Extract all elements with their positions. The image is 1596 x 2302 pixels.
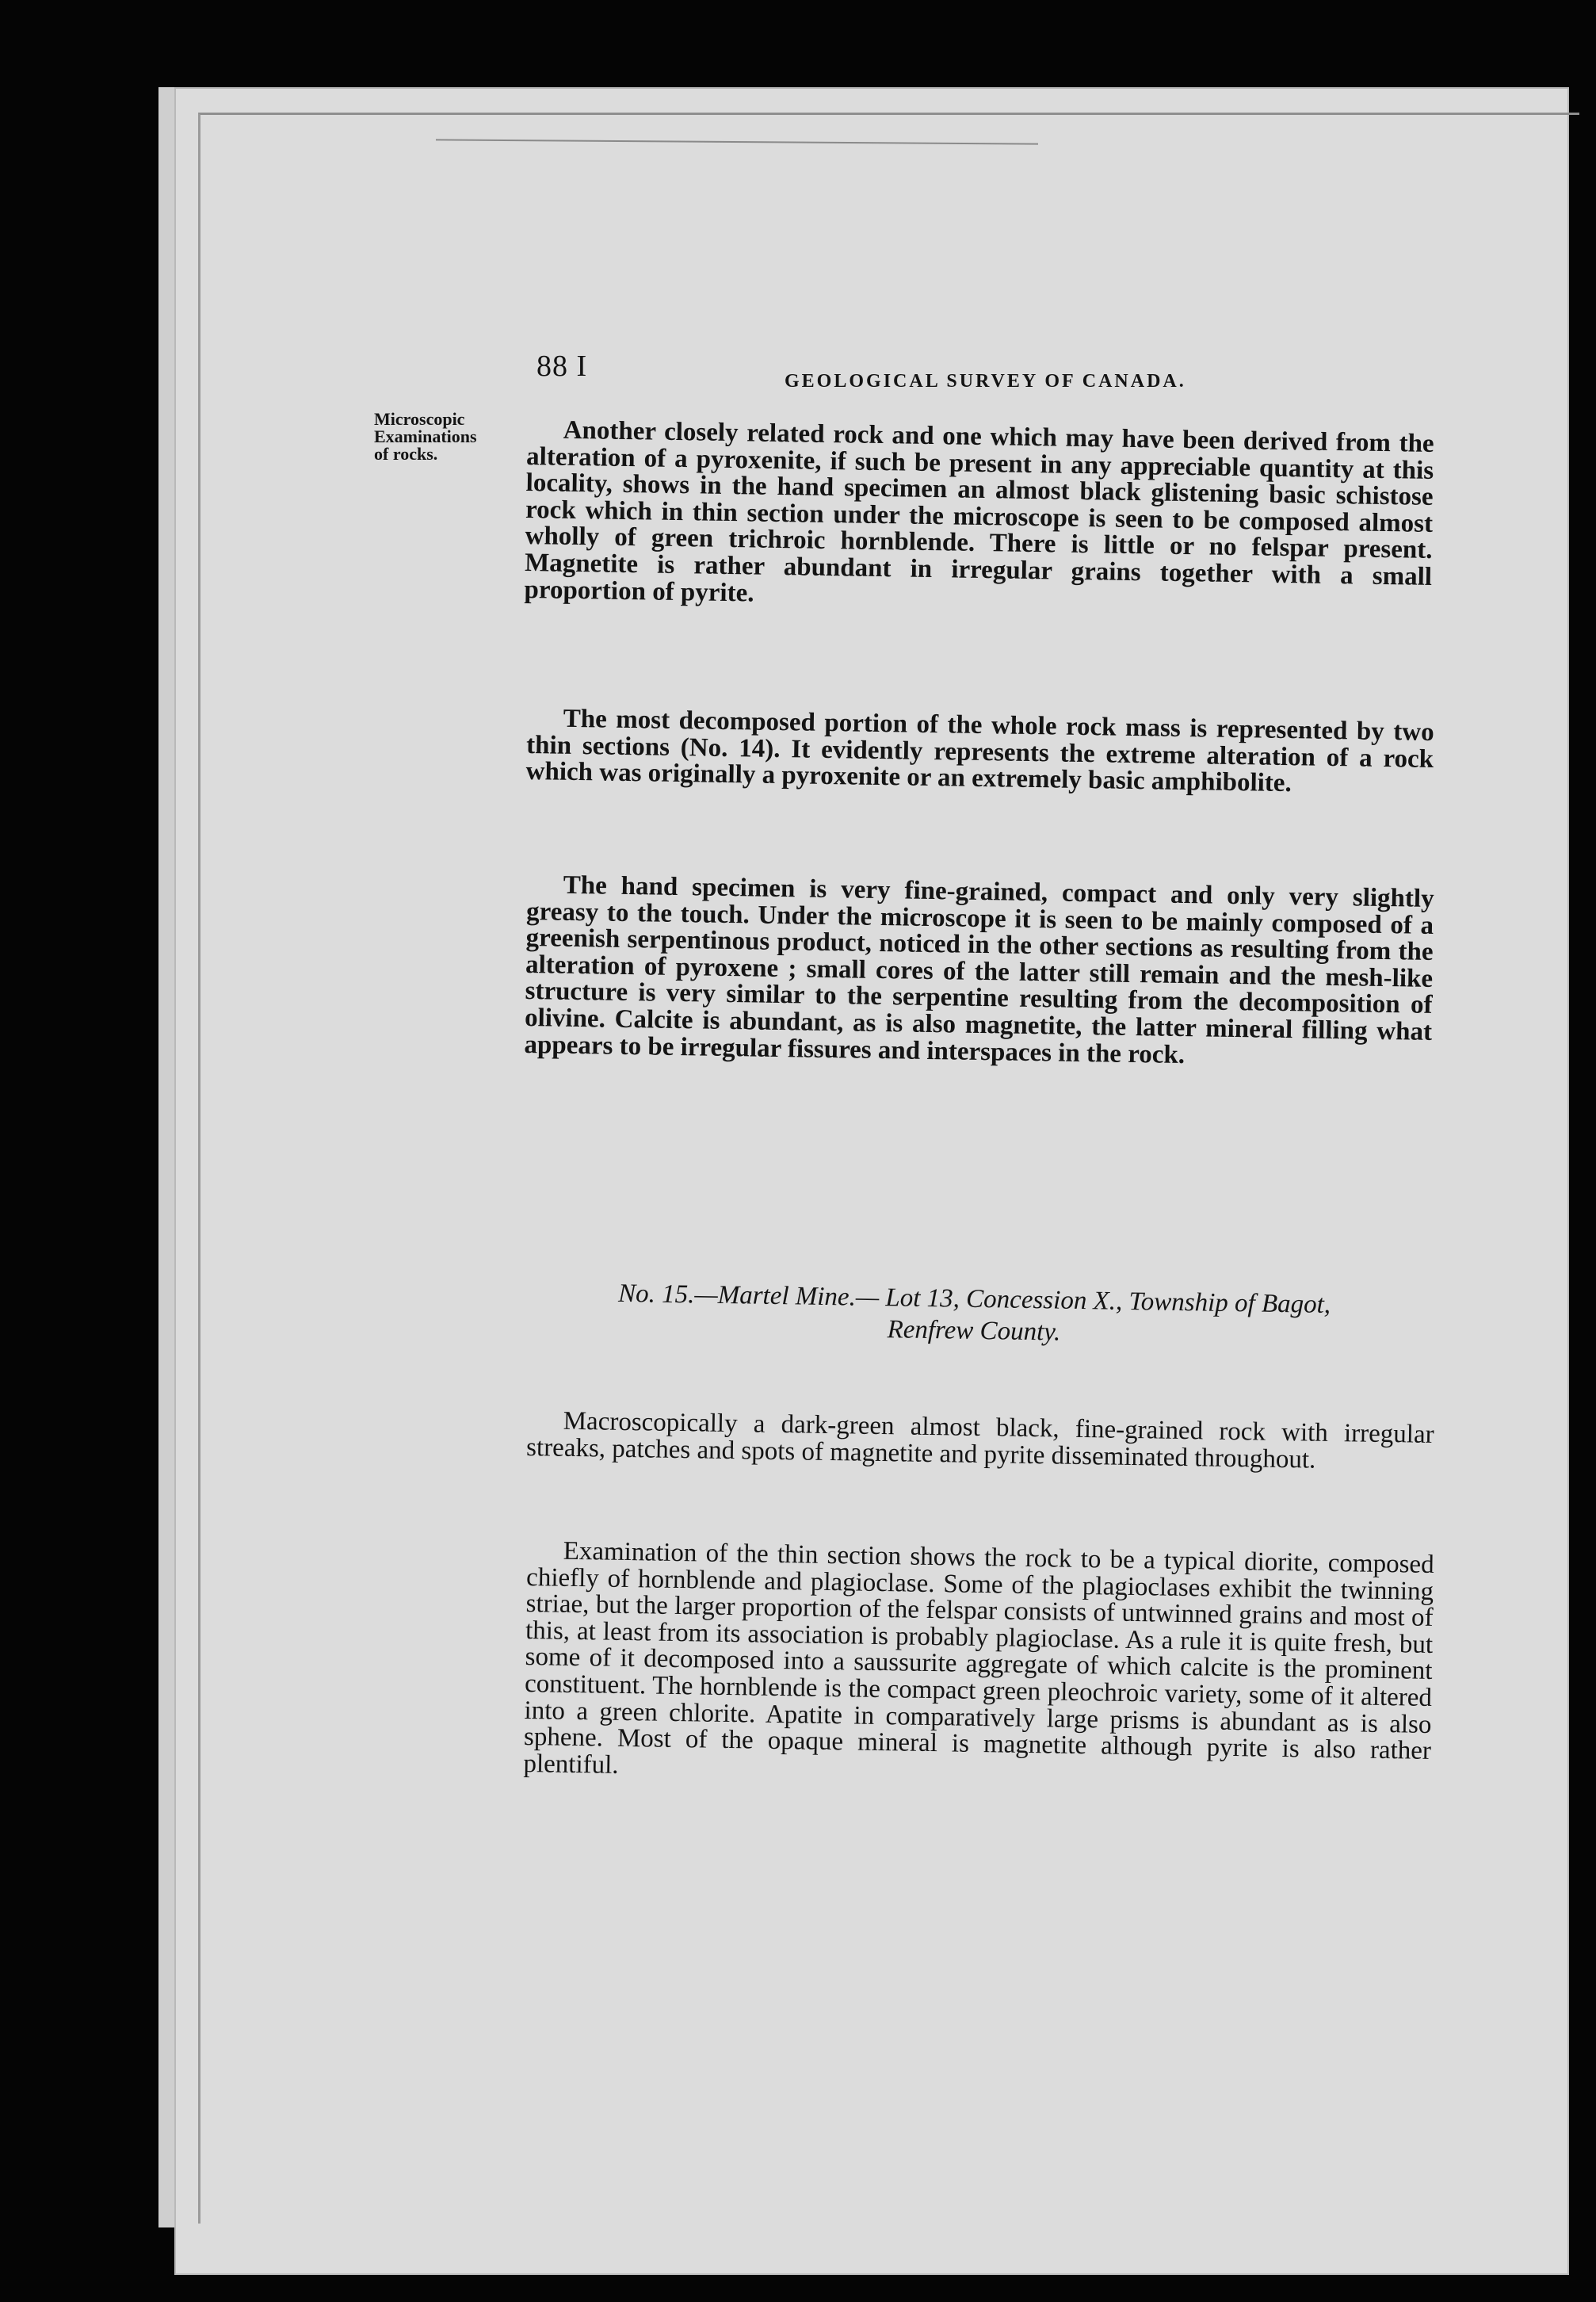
margin-note xyxy=(374,411,540,463)
paragraph-text: Macroscopically a dark-green almost black, fine-grained rock with irregular streaks, patches and spots of magnetite and pyrite disseminated throughout. xyxy=(525,1406,1434,1474)
paragraph-hand-specimen xyxy=(524,872,1434,1073)
section-heading-line: Renfrew County. xyxy=(887,1315,1061,1347)
paragraph-text: The most decomposed portion of the whole rock mass is represented by two thin sections (No. 14). It evidently represents the extreme alteration of a rock which was originally a pyroxenite or an extremely basic amphibolite. xyxy=(525,704,1434,798)
paragraph-decomposed-portion xyxy=(525,706,1434,800)
paragraph-text: The hand specimen is very fine-grained, compact and only very slightly greasy to the touch. Under the microscope it is seen to be mainly composed of a greenish serpentinous product, noticed in the other sections as resulting from the alteration of pyroxene ; small cores of the latter still remain and the mesh-like structure is very similar to the serpentine resulting from the decomposition of olivine. Calcite is abundant, as is also magnetite, the latter mineral filling what appears to be irregular fissures and interspaces in the rock. xyxy=(524,870,1434,1069)
page-number: 88 I xyxy=(536,350,588,383)
running-head: GEOLOGICAL SURVEY OF CANADA. xyxy=(785,371,1186,392)
margin-note-line: of rocks. xyxy=(374,444,438,464)
paragraph-pyroxenite xyxy=(524,417,1434,618)
margin-note-line: Examinations xyxy=(374,426,477,446)
paragraph-thin-section xyxy=(523,1538,1434,1792)
paragraph-text: Another closely related rock and one which may have been derived from the alteration of a pyroxenite, if such be present in any appreciable quantity at this locality, shows in the hand specimen an almost black glistening basic schistose rock which in thin section under the microscope is seen to be composed almost wholly of green trichroic hornblende. There is little or no felspar present. Magnetite is rather abundant in irregular grains together with a small proportion of pyrite. xyxy=(524,415,1434,608)
margin-note-line: Microscopic xyxy=(374,409,465,429)
paragraph-text: Examination of the thin section shows the rock to be a typical diorite, composed chiefly of hornblende and plagioclase. Some of the plagioclases exhibit the twinning striae, but the larger proportion of the felspar consists of untwinned grains and most of this, at least from its association is probably plagioclase. As a rule it is quite fresh, but some of it decomposed into a saussurite aggregate of which calcite is the prominent constituent. The hornblende is the compact green pleochroic variety, some of it altered into a green chlorite. Apatite in comparatively large prisms is abundant as is also sphene. Most of the opaque mineral is magnetite although pyrite is also rather plentiful. xyxy=(523,1536,1434,1780)
section-heading-line: No. 15.—Martel Mine.— Lot 13, Concession X., Township of Bagot, xyxy=(617,1279,1331,1320)
